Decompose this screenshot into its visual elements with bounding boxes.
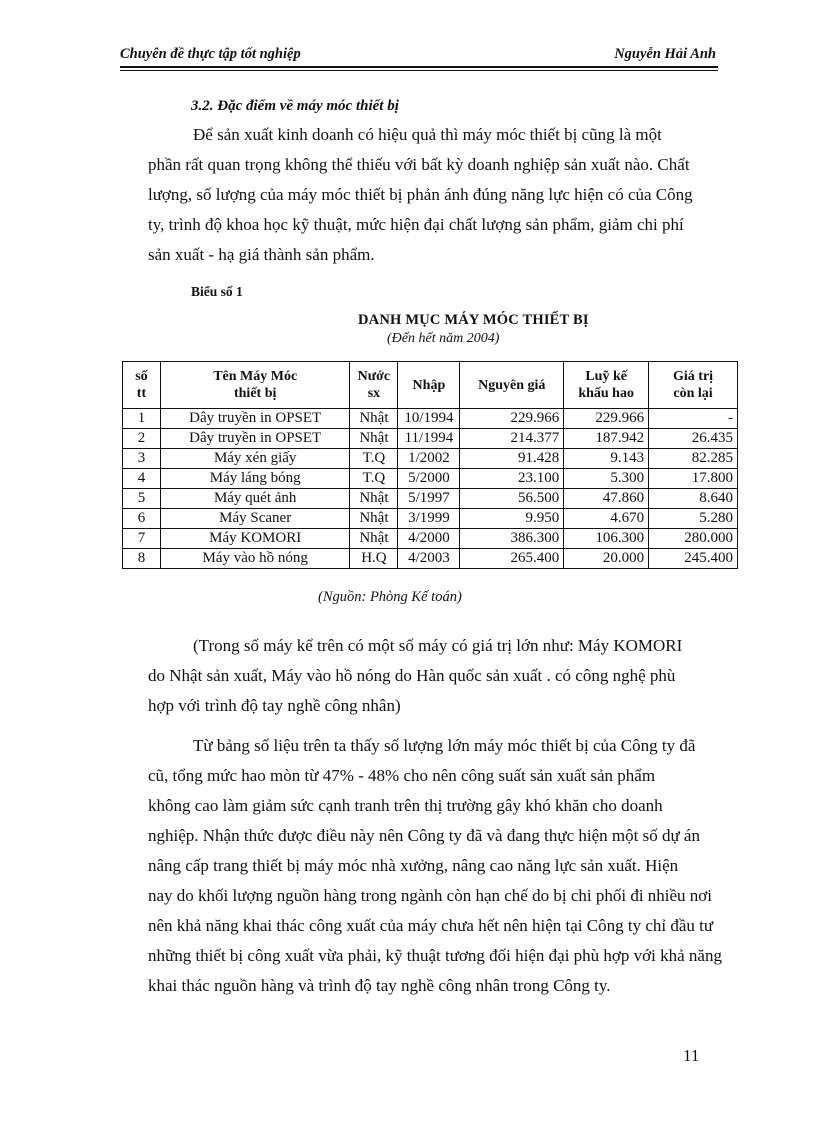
cell-import: 4/2000 [398, 529, 460, 549]
cell-country: Nhật [350, 529, 398, 549]
col-header-remaining-value: Giá trị còn lại [649, 362, 738, 409]
cell-country: H.Q [350, 549, 398, 569]
cell-name: Máy vào hồ nóng [160, 549, 350, 569]
paragraph-line: ty, trình độ khoa học kỹ thuật, mức hiện đại chất lượng sản phẩm, giảm chi phí [148, 215, 684, 234]
header-document-title: Chuyên đề thực tập tốt nghiệp [120, 46, 301, 62]
cell-remaining-value: 8.640 [649, 489, 738, 509]
cell-accum-depreciation: 229.966 [564, 409, 649, 429]
paragraph-line: Để sản xuất kinh doanh có hiệu quả thì máy móc thiết bị cũng là một [193, 125, 662, 144]
cell-original-cost: 91.428 [460, 449, 564, 469]
cell-original-cost: 386.300 [460, 529, 564, 549]
cell-country: Nhật [350, 489, 398, 509]
paragraph-notable-machines [148, 631, 718, 721]
header-author: Nguyễn Hải Anh [614, 46, 716, 62]
table-title: DANH MỤC MÁY MÓC THIẾT BỊ [358, 312, 589, 328]
paragraph-line: nghiệp. Nhận thức được điều này nên Công ty đã và đang thực hiện một số dự án [148, 826, 700, 845]
cell-name: Dây truyền in OPSET [160, 429, 350, 449]
cell-original-cost: 23.100 [460, 469, 564, 489]
table-row [123, 469, 738, 489]
cell-remaining-value: 245.400 [649, 549, 738, 569]
col-header-original-cost: Nguyên giá [460, 362, 564, 409]
cell-accum-depreciation: 20.000 [564, 549, 649, 569]
cell-name: Dây truyền in OPSET [160, 409, 350, 429]
paragraph-analysis [148, 731, 722, 1001]
table-row [123, 449, 738, 469]
col-header-accum-depreciation: Luỹ kế khấu hao [564, 362, 649, 409]
table-row [123, 409, 738, 429]
page-header [120, 44, 716, 68]
paragraph-line: không cao làm giảm sức cạnh tranh trên thị trường gây khó khăn cho doanh [148, 796, 663, 815]
cell-name: Máy KOMORI [160, 529, 350, 549]
paragraph-line: Từ bảng số liệu trên ta thấy số lượng lớn máy móc thiết bị của Công ty đã [193, 736, 696, 755]
paragraph-line: những thiết bị công xuất vừa phải, kỹ thuật tương đối hiện đại phù hợp với khả năng [148, 946, 722, 965]
header-rule-thin [120, 70, 718, 71]
cell-stt: 4 [123, 469, 161, 489]
table-header-row [123, 362, 738, 409]
cell-import: 10/1994 [398, 409, 460, 429]
paragraph-line: (Trong số máy kể trên có một số máy có giá trị lớn như: Máy KOMORI [193, 636, 683, 655]
paragraph-line: cũ, tổng mức hao mòn từ 47% - 48% cho nên công suất sản xuất sản phẩm [148, 766, 656, 785]
cell-name: Máy láng bóng [160, 469, 350, 489]
table-row [123, 509, 738, 529]
paragraph-line: lượng, số lượng của máy móc thiết bị phản ánh đúng năng lực hiện có của Công [148, 185, 693, 204]
cell-import: 5/2000 [398, 469, 460, 489]
cell-accum-depreciation: 9.143 [564, 449, 649, 469]
cell-original-cost: 56.500 [460, 489, 564, 509]
cell-stt: 6 [123, 509, 161, 529]
cell-import: 3/1999 [398, 509, 460, 529]
cell-name: Máy xén giấy [160, 449, 350, 469]
cell-accum-depreciation: 4.670 [564, 509, 649, 529]
cell-accum-depreciation: 5.300 [564, 469, 649, 489]
cell-stt: 2 [123, 429, 161, 449]
page-number: 11 [683, 1046, 700, 1065]
cell-remaining-value: 17.800 [649, 469, 738, 489]
cell-remaining-value: - [649, 409, 738, 429]
col-header-import: Nhập [398, 362, 460, 409]
paragraph-line: do Nhật sản xuất, Máy vào hồ nóng do Hàn quốc sản xuất . có công nghệ phù [148, 666, 676, 685]
col-header-name: Tên Máy Móc thiết bị [160, 362, 350, 409]
cell-stt: 7 [123, 529, 161, 549]
cell-country: Nhật [350, 429, 398, 449]
cell-original-cost: 265.400 [460, 549, 564, 569]
paragraph-line: khai thác nguồn hàng và trình độ tay nghề công nhân trong Công ty. [148, 976, 611, 995]
paragraph-line: nay do khối lượng nguồn hàng trong ngành còn hạn chế do bị chi phối đi nhiều nơi [148, 886, 713, 905]
cell-country: Nhật [350, 509, 398, 529]
equipment-table [122, 361, 738, 569]
cell-remaining-value: 5.280 [649, 509, 738, 529]
table-row [123, 529, 738, 549]
paragraph-line: sản xuất - hạ giá thành sản phẩm. [148, 245, 375, 264]
cell-import: 4/2003 [398, 549, 460, 569]
table-row [123, 429, 738, 449]
table-row [123, 549, 738, 569]
cell-original-cost: 214.377 [460, 429, 564, 449]
cell-accum-depreciation: 106.300 [564, 529, 649, 549]
paragraph-line: nâng cấp trang thiết bị máy móc nhà xưởng, nâng cao năng lực sản xuất. Hiện [148, 856, 679, 875]
cell-import: 11/1994 [398, 429, 460, 449]
figure-label: Biểu số 1 [191, 284, 243, 299]
cell-accum-depreciation: 187.942 [564, 429, 649, 449]
paragraph-line: phần rất quan trọng không thể thiếu với bất kỳ doanh nghiệp sản xuất nào. Chất [148, 155, 690, 174]
cell-country: T.Q [350, 469, 398, 489]
table-subtitle: (Đến hết năm 2004) [387, 331, 500, 346]
col-header-country: Nước sx [350, 362, 398, 409]
cell-original-cost: 229.966 [460, 409, 564, 429]
cell-remaining-value: 82.285 [649, 449, 738, 469]
cell-name: Máy quét ảnh [160, 489, 350, 509]
cell-name: Máy Scaner [160, 509, 350, 529]
cell-country: T.Q [350, 449, 398, 469]
section-title: 3.2. Đặc điểm về máy móc thiết bị [191, 98, 399, 114]
cell-stt: 3 [123, 449, 161, 469]
cell-accum-depreciation: 47.860 [564, 489, 649, 509]
cell-stt: 5 [123, 489, 161, 509]
table-row [123, 489, 738, 509]
paragraph-line: hợp với trình độ tay nghề công nhân) [148, 696, 401, 715]
cell-stt: 8 [123, 549, 161, 569]
cell-remaining-value: 280.000 [649, 529, 738, 549]
cell-import: 5/1997 [398, 489, 460, 509]
table-source-note: (Nguồn: Phòng Kế toán) [318, 589, 462, 605]
cell-original-cost: 9.950 [460, 509, 564, 529]
paragraph-intro [148, 120, 718, 270]
cell-country: Nhật [350, 409, 398, 429]
header-rule [120, 66, 718, 68]
cell-remaining-value: 26.435 [649, 429, 738, 449]
cell-import: 1/2002 [398, 449, 460, 469]
paragraph-line: nên khả năng khai thác công xuất của máy chưa hết nên hiện tại Công ty chỉ đầu tư [148, 916, 714, 935]
col-header-stt: số tt [123, 362, 161, 409]
cell-stt: 1 [123, 409, 161, 429]
